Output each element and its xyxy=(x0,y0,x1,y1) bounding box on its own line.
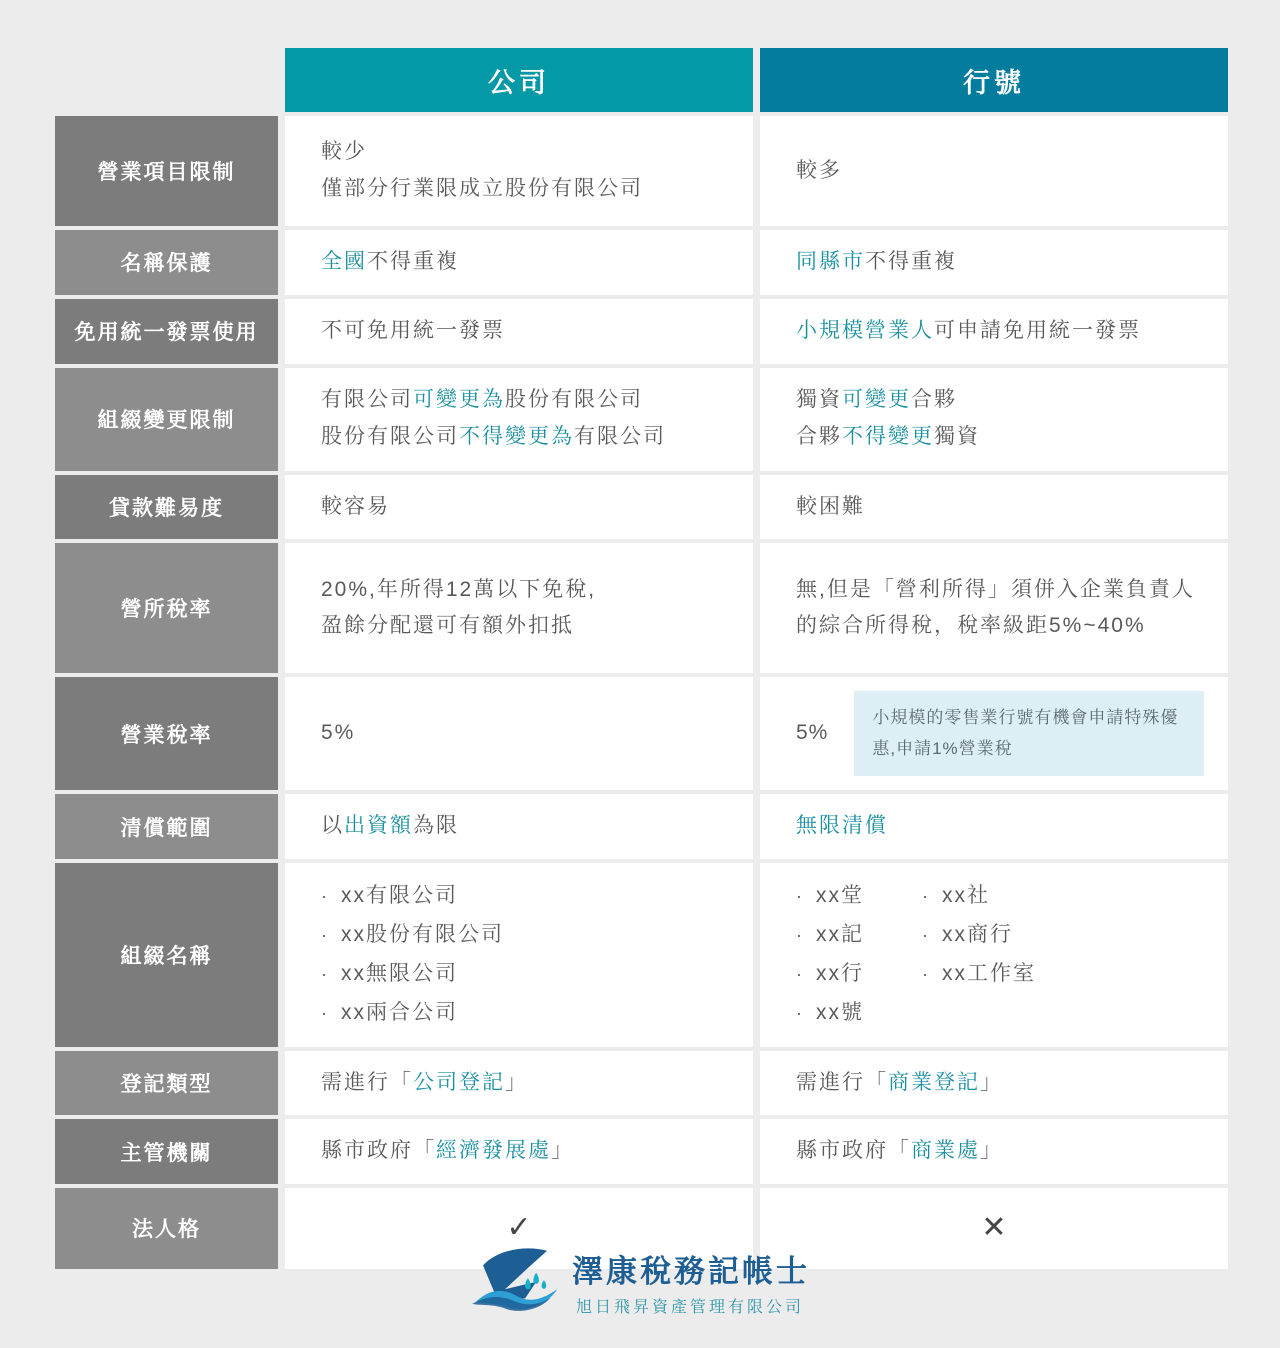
firm-text xyxy=(796,382,980,456)
row-label-組綴名稱: 組綴名稱 xyxy=(55,863,278,1046)
text-line xyxy=(321,715,355,752)
cell-company-組綴名稱 xyxy=(285,863,753,1046)
list-item-label: xx商行 xyxy=(942,923,1013,947)
plain-text: 不得重複 xyxy=(367,250,459,273)
row-label-營業項目限制: 營業項目限制 xyxy=(55,116,278,226)
check-mark-icon: ✓ xyxy=(506,1211,532,1245)
cell-firm-營業稅率 xyxy=(760,677,1228,790)
cell-firm-登記類型 xyxy=(760,1051,1228,1116)
list-item xyxy=(321,955,504,994)
row-label-組綴變更限制: 組綴變更限制 xyxy=(55,368,278,471)
company-text xyxy=(321,382,666,456)
list-item-label: xx社 xyxy=(942,884,990,908)
list-item xyxy=(922,916,1036,955)
plain-text: 較少 xyxy=(321,140,367,164)
text-line xyxy=(321,1133,574,1170)
firm-text xyxy=(796,153,842,190)
highlight-text: 全國 xyxy=(321,250,367,273)
list-item xyxy=(321,916,504,955)
text-line xyxy=(321,808,459,845)
org-name-lists xyxy=(321,877,504,1032)
highlight-text: 同縣市 xyxy=(796,250,865,273)
list-item-label: xx堂 xyxy=(816,884,864,908)
highlight-text: 商業登記 xyxy=(888,1070,980,1094)
list-item xyxy=(796,955,864,994)
logo-subtitle: 旭日飛昇資產管理有限公司 xyxy=(576,1298,805,1316)
plain-text: 股份有限公司 xyxy=(505,388,643,412)
list-item xyxy=(796,916,864,955)
list-item xyxy=(796,877,864,916)
cell-firm-營所稅率 xyxy=(760,543,1228,673)
cell-firm-名稱保護 xyxy=(760,230,1228,295)
cell-company-貸款難易度 xyxy=(285,475,753,540)
text-line xyxy=(321,382,666,419)
header-firm: 行號 xyxy=(760,48,1228,112)
text-line xyxy=(796,489,865,526)
org-name-list xyxy=(321,877,504,1032)
company-text xyxy=(321,572,596,646)
list-item xyxy=(922,877,1036,916)
list-item-label: xx工作室 xyxy=(942,961,1036,985)
plain-text: 5% xyxy=(321,721,356,745)
text-line xyxy=(321,572,596,609)
highlight-text: 商業處 xyxy=(911,1139,980,1163)
company-logo xyxy=(470,1238,810,1324)
company-text xyxy=(321,134,643,208)
text-line xyxy=(796,244,957,281)
bullet-icon: · xyxy=(796,925,804,946)
company-text xyxy=(321,715,355,752)
cell-firm-清償範圍 xyxy=(760,794,1228,859)
bullet-icon: · xyxy=(321,963,329,984)
firm-text xyxy=(796,572,1200,646)
list-item-label: xx記 xyxy=(816,923,864,947)
list-item xyxy=(321,877,504,916)
logo-title: 澤康稅務記帳士 xyxy=(572,1253,810,1289)
text-line xyxy=(321,244,459,281)
logo-text-block xyxy=(572,1246,810,1317)
highlight-text: 公司登記 xyxy=(413,1070,505,1094)
cell-company-主管機關 xyxy=(285,1119,753,1184)
cell-company-組綴變更限制 xyxy=(285,368,753,471)
bullet-icon: · xyxy=(796,886,804,907)
company-text xyxy=(321,1133,574,1170)
text-line xyxy=(796,153,842,190)
comparison-grid xyxy=(55,48,1228,1269)
plain-text: 合夥 xyxy=(796,425,842,448)
plain-text: 為限 xyxy=(413,814,459,838)
firm-text xyxy=(796,313,1141,350)
firm-text xyxy=(796,808,888,845)
cell-company-名稱保護 xyxy=(285,230,753,295)
bullet-icon: · xyxy=(796,963,804,984)
text-line xyxy=(321,134,643,171)
plain-text: 盈餘分配還可有額外扣抵 xyxy=(321,614,574,638)
bullet-icon: · xyxy=(796,1002,804,1023)
text-line xyxy=(321,489,390,526)
text-line xyxy=(321,171,643,208)
plain-text: 合夥 xyxy=(911,388,957,412)
cell-firm-主管機關 xyxy=(760,1119,1228,1184)
plain-text: 20%,年所得12萬以下免稅, xyxy=(321,577,597,601)
bullet-icon: · xyxy=(922,963,930,984)
note-box: 小規模的零售業行號有機會申請特殊優惠,申請1%營業稅 xyxy=(854,691,1204,776)
cross-mark-icon: ✕ xyxy=(981,1211,1007,1245)
row-label-營所稅率: 營所稅率 xyxy=(55,543,278,673)
row-label-名稱保護: 名稱保護 xyxy=(55,230,278,295)
footer xyxy=(0,1238,1280,1324)
list-item-label: xx行 xyxy=(816,961,864,985)
row-label-營業稅率: 營業稅率 xyxy=(55,677,278,790)
highlight-text: 經濟發展處 xyxy=(436,1139,551,1163)
list-item xyxy=(321,994,504,1033)
header-company: 公司 xyxy=(285,48,753,112)
highlight-text: 可變更 xyxy=(842,388,911,412)
list-item-label: xx號 xyxy=(816,1000,864,1024)
plain-text: 獨資 xyxy=(796,388,842,412)
text-line xyxy=(796,313,1141,350)
plain-text: 需進行「 xyxy=(796,1070,888,1094)
highlight-text: 無限清償 xyxy=(796,814,888,838)
cell-firm-貸款難易度 xyxy=(760,475,1228,540)
cell-firm-組綴變更限制 xyxy=(760,368,1228,471)
list-item-label: xx無限公司 xyxy=(341,961,458,985)
firm-text xyxy=(796,1065,1003,1102)
highlight-text: 不得變更為 xyxy=(459,425,574,448)
highlight-text: 可變更為 xyxy=(413,388,505,412)
plain-text: 無,但是「營利所得」須併入企業負責人的綜合所得稅，稅率級距5%~40% xyxy=(796,577,1195,638)
plain-text: 縣市政府「 xyxy=(796,1139,911,1163)
cell-company-營業項目限制 xyxy=(285,116,753,226)
cell-company-免用統一發票使用 xyxy=(285,299,753,364)
bullet-icon: · xyxy=(321,1002,329,1023)
rate-value: 5% xyxy=(796,721,829,745)
bullet-icon: · xyxy=(321,886,329,907)
org-name-list xyxy=(796,877,864,1032)
plain-text: 縣市政府「 xyxy=(321,1139,436,1163)
company-text xyxy=(321,244,459,281)
plain-text: 僅部分行業限成立股份有限公司 xyxy=(321,177,643,200)
company-text xyxy=(321,1065,528,1102)
org-name-lists xyxy=(796,877,1036,1032)
plain-text: 較困難 xyxy=(796,494,865,518)
plain-text: 不得重複 xyxy=(865,250,957,273)
cell-company-營所稅率 xyxy=(285,543,753,673)
plain-text: 需進行「 xyxy=(321,1070,413,1094)
list-item xyxy=(796,994,864,1033)
row-label-主管機關: 主管機關 xyxy=(55,1119,278,1184)
plain-text: 獨資 xyxy=(934,425,980,448)
bullet-icon: · xyxy=(922,886,930,907)
cell-company-清償範圍 xyxy=(285,794,753,859)
highlight-text: 出資額 xyxy=(344,814,413,838)
list-item-label: xx有限公司 xyxy=(341,884,458,908)
text-line xyxy=(321,419,666,456)
header-spacer xyxy=(55,48,278,112)
row-label-清償範圍: 清償範圍 xyxy=(55,794,278,859)
highlight-text: 小規模營業人 xyxy=(796,318,934,342)
plain-text: 以 xyxy=(321,814,344,838)
company-text xyxy=(321,313,505,350)
firm-text xyxy=(796,244,957,281)
text-line xyxy=(796,1133,1003,1170)
cell-firm-營業項目限制 xyxy=(760,116,1228,226)
text-line xyxy=(796,382,980,419)
row-label-免用統一發票使用: 免用統一發票使用 xyxy=(55,299,278,364)
bullet-icon: · xyxy=(321,925,329,946)
plain-text: 有限公司 xyxy=(574,425,666,448)
plain-text: 不可免用統一發票 xyxy=(321,318,505,342)
plain-text: 」 xyxy=(551,1139,574,1163)
cell-company-登記類型 xyxy=(285,1051,753,1116)
text-line xyxy=(796,572,1200,646)
bullet-icon: · xyxy=(922,925,930,946)
list-item-label: xx股份有限公司 xyxy=(341,923,504,947)
firm-text xyxy=(796,1133,1003,1170)
text-line xyxy=(321,1065,528,1102)
cell-firm-組綴名稱 xyxy=(760,863,1228,1046)
plain-text: 」 xyxy=(980,1070,1003,1094)
row-label-法人格: 法人格 xyxy=(55,1188,278,1269)
text-line xyxy=(321,313,505,350)
text-line xyxy=(796,419,980,456)
plain-text: 股份有限公司 xyxy=(321,425,459,448)
org-name-list xyxy=(922,877,1036,1032)
plain-text: 可申請免用統一發票 xyxy=(934,318,1141,342)
comparison-table xyxy=(55,48,1228,1269)
list-item-label: xx兩合公司 xyxy=(341,1000,458,1024)
company-text xyxy=(321,808,459,845)
logo-z-wave-icon xyxy=(470,1238,562,1324)
plain-text: 有限公司 xyxy=(321,388,413,412)
plain-text: 較容易 xyxy=(321,494,390,518)
plain-text: 」 xyxy=(980,1139,1003,1163)
plain-text: 較多 xyxy=(796,158,842,182)
text-line xyxy=(796,808,888,845)
company-text xyxy=(321,489,390,526)
row-label-登記類型: 登記類型 xyxy=(55,1051,278,1116)
cell-company-營業稅率 xyxy=(285,677,753,790)
text-line xyxy=(796,1065,1003,1102)
plain-text: 」 xyxy=(505,1070,528,1094)
text-line xyxy=(321,608,596,645)
firm-text xyxy=(796,489,865,526)
row-label-貸款難易度: 貸款難易度 xyxy=(55,475,278,540)
cell-firm-免用統一發票使用 xyxy=(760,299,1228,364)
rate-with-note xyxy=(796,691,1204,776)
highlight-text: 不得變更 xyxy=(842,425,934,448)
list-item xyxy=(922,955,1036,994)
